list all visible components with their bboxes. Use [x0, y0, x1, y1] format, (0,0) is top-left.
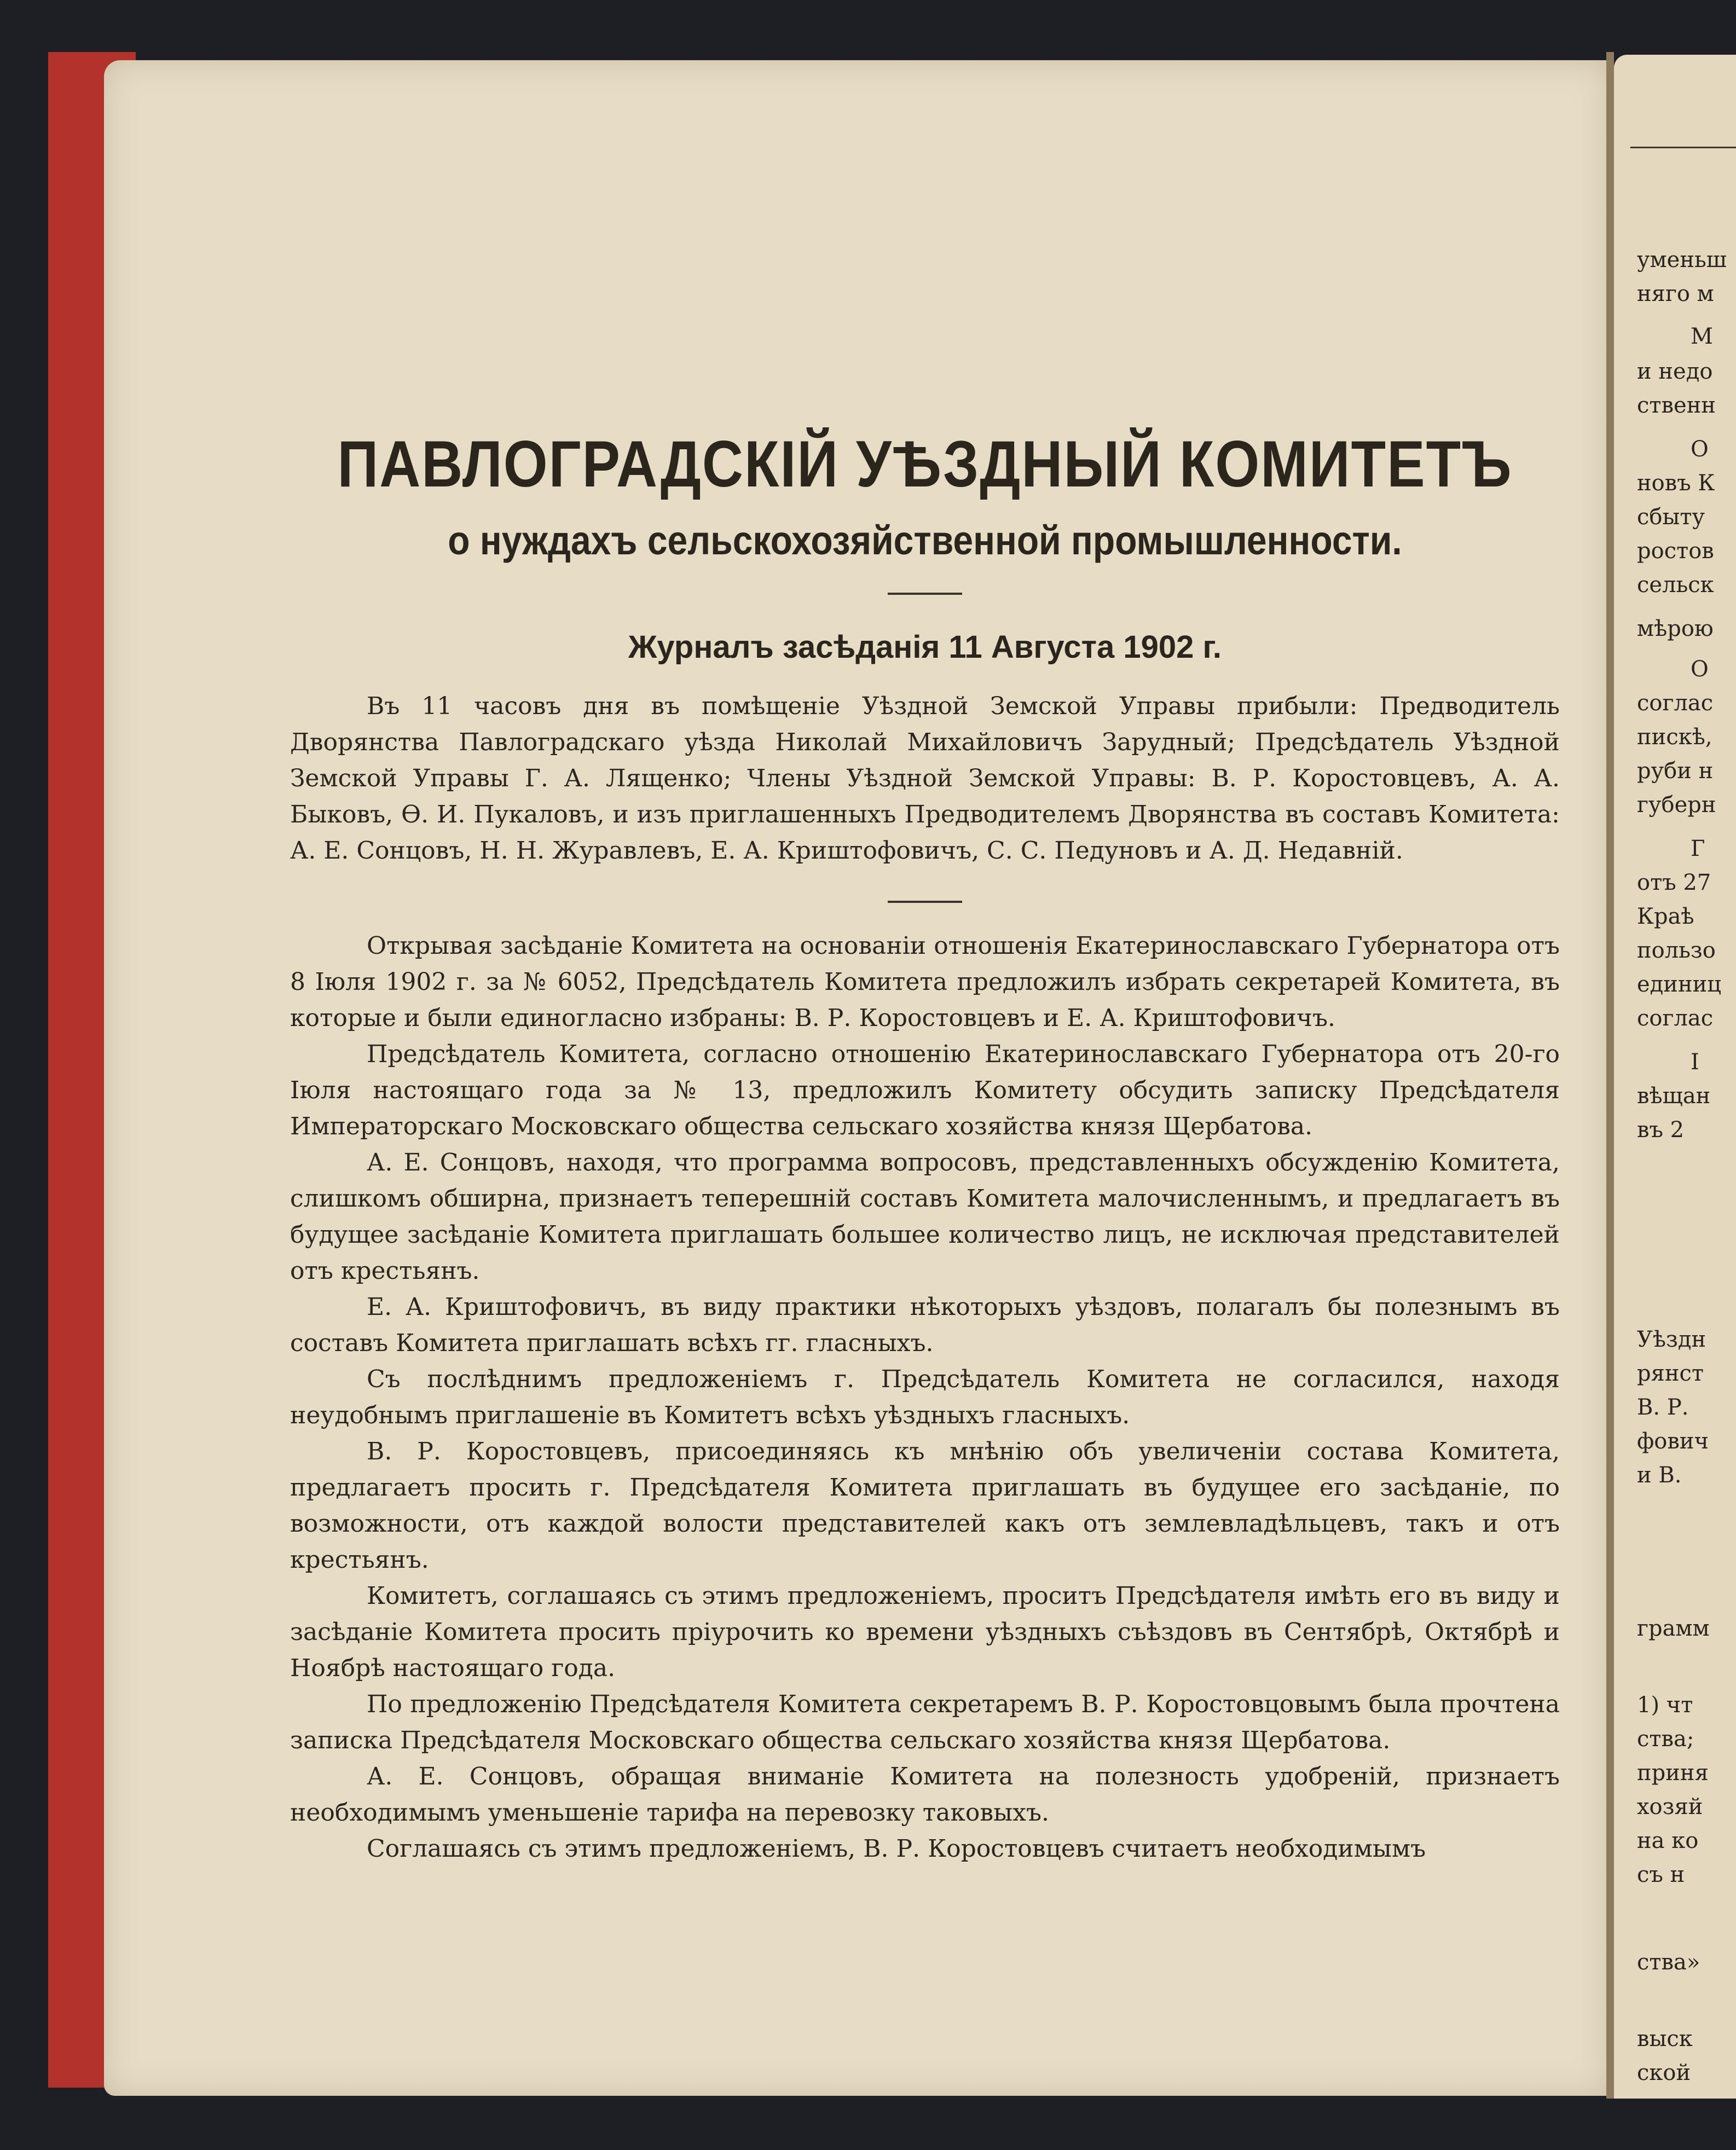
document-title: ПАВЛОГРАДСКІЙ УѢЗДНЫЙ КОМИТЕТЪ — [337, 428, 1513, 501]
adjacent-page-line: соглас — [1637, 1006, 1714, 1031]
paragraph: Съ послѣднимъ предложеніемъ г. Предсѣдатель Комитета не согласился, находя неудобнымъ приглашеніе въ Комитетъ всѣхъ уѣздныхъ гласныхъ. — [290, 1365, 1560, 1429]
paragraph: Соглашаясь съ этимъ предложеніемъ, В. Р. Коростовцевъ считаетъ необходимымъ — [367, 1835, 1426, 1863]
adjacent-page-line: грамм — [1637, 1616, 1710, 1641]
adjacent-page-line: ростов — [1637, 538, 1714, 564]
adjacent-page-line: пискѣ, — [1637, 725, 1712, 750]
adjacent-page-line: выск — [1637, 2026, 1693, 2052]
adjacent-page-line: сельск — [1637, 572, 1714, 598]
adjacent-page-line: въ 2 — [1637, 1117, 1685, 1143]
adjacent-page-line: Уѣздн — [1637, 1327, 1706, 1352]
adjacent-page-line: губерн — [1637, 792, 1716, 818]
adjacent-page-line: I — [1691, 1050, 1699, 1075]
adjacent-page-rule — [1630, 147, 1736, 148]
paragraph: А. Е. Сонцовъ, находя, что программа вопросовъ, представленныхъ обсужденію Комитета, слишкомъ обширна, признаетъ теперешній составъ Комитета малочисленнымъ, и предлагаетъ въ будущее засѣданіе Комитета приглашать большее количество лицъ, не исключая представителей отъ крестьянъ. — [290, 1149, 1560, 1285]
adjacent-page-line: отъ 27 — [1637, 870, 1711, 895]
adjacent-page-line: пользо — [1637, 938, 1716, 963]
adjacent-page-line: и недо — [1637, 359, 1713, 384]
adjacent-page-line: О — [1691, 657, 1709, 682]
document-content — [290, 428, 1560, 1867]
paragraph: Предсѣдатель Комитета, согласно отношенію Екатеринославскаго Губернатора отъ 20-го Іюля настоящаго года за № 13, предложилъ Комитету обсудить записку Предсѣдателя Императорскаго Московскаго общества сельскаго хозяйства князя Щербатова. — [290, 1040, 1560, 1140]
adjacent-page-line: единиц — [1637, 972, 1722, 997]
adjacent-page-line: фович — [1637, 1429, 1709, 1454]
adjacent-page-line: рянст — [1637, 1361, 1704, 1386]
document-subtitle: о нуждахъ сельскохозяйственной промышленности. — [448, 517, 1402, 563]
paragraph: По предложенію Предсѣдателя Комитета секретаремъ В. Р. Коростовцовымъ была прочтена записка Предсѣдателя Московскаго общества сельскаго хозяйства князя Щербатова. — [290, 1690, 1560, 1754]
adjacent-page-line: руби н — [1637, 758, 1714, 784]
adjacent-page-line: соглас — [1637, 691, 1714, 716]
adjacent-page-line: Краѣ — [1637, 904, 1694, 929]
paragraph-attendance: Въ 11 часовъ дня въ помѣщеніе Уѣздной Земской Управы прибыли: Предводитель Дворянства Павлоградскаго уѣзда Николай Михайловичъ Зарудный; Предсѣдатель Уѣздной Земской Управы Г. А. Лященко; Члены Уѣздной Земской Управы: В. Р. Коростовцевъ, А. А. Быковъ, Ѳ. И. Пукаловъ, и изъ приглашенныхъ Предводителемъ Дворянства въ составъ Комитета: А. Е. Сонцовъ, Н. Н. Журавлевъ, Е. А. Криштофовичъ, С. С. Педуновъ и А. Д. Недавній. — [290, 692, 1560, 865]
adjacent-page-line: В. Р. — [1637, 1395, 1689, 1420]
adjacent-page — [1614, 55, 1736, 2099]
adjacent-page-line: новъ К — [1637, 471, 1715, 496]
adjacent-page-line: ственн — [1637, 393, 1716, 418]
adjacent-page-line: и В. — [1637, 1463, 1682, 1488]
journal-heading: Журналъ засѣданія 11 Августа 1902 г. — [628, 629, 1222, 665]
adjacent-page-line: приня — [1637, 1760, 1709, 1786]
paragraph: В. Р. Коростовцевъ, присоединяясь къ мнѣнію объ увеличеніи состава Комитета, предлагаетъ просить г. Предсѣдателя Комитета приглашать въ будущее его засѣданіе, по возможности, отъ каждой волости представителей какъ отъ землевладѣльцевъ, такъ и отъ крестьянъ. — [290, 1438, 1560, 1574]
adjacent-page-line: съ н — [1637, 1862, 1685, 1887]
paragraph: Комитетъ, соглашаясь съ этимъ предложеніемъ, проситъ Предсѣдателя имѣть его въ виду и засѣданіе Комитета просить пріурочить ко времени уѣздныхъ съѣздовъ въ Сентябрѣ, Октябрѣ и Ноябрѣ настоящаго года. — [290, 1582, 1560, 1682]
adjacent-page-line: Г — [1691, 836, 1705, 861]
paragraph: Е. А. Криштофовичъ, въ виду практики нѣкоторыхъ уѣздовъ, полагалъ бы полезнымъ въ составъ Комитета приглашать всѣхъ гг. гласныхъ. — [290, 1293, 1560, 1357]
paragraph: Открывая засѣданіе Комитета на основаніи отношенія Екатеринославскаго Губернатора отъ 8 Іюля 1902 г. за № 6052, Предсѣдатель Комитета предложилъ избрать секретарей Комитета, въ которые и были единогласно избраны: В. Р. Коростовцевъ и Е. А. Криштофовичъ. — [290, 932, 1560, 1032]
adjacent-page-line: хозяй — [1637, 1794, 1703, 1819]
adjacent-page-line: сбыту — [1637, 505, 1705, 530]
adjacent-page-line: ства» — [1637, 1950, 1700, 1975]
divider — [888, 901, 962, 903]
adjacent-page-line: ской — [1637, 2060, 1691, 2085]
book-gutter — [1606, 52, 1614, 2099]
adjacent-page-line: няго м — [1637, 281, 1714, 306]
divider — [888, 593, 962, 595]
adjacent-page-line: на ко — [1637, 1828, 1699, 1853]
adjacent-page-line: М — [1691, 324, 1713, 349]
adjacent-page-line: ства; — [1637, 1726, 1694, 1752]
paragraph: А. Е. Сонцовъ, обращая вниманіе Комитета на полезность удобреній, признаетъ необходимымъ уменьшеніе тарифа на перевозку таковыхъ. — [290, 1763, 1560, 1827]
document-body — [290, 688, 1560, 1867]
adjacent-page-line: О — [1691, 437, 1709, 462]
adjacent-page-line: мѣрою — [1637, 616, 1714, 641]
adjacent-page-line: вѣщан — [1637, 1083, 1711, 1109]
adjacent-page-line: 1) чт — [1637, 1693, 1693, 1718]
adjacent-page-line: уменьш — [1637, 247, 1727, 273]
